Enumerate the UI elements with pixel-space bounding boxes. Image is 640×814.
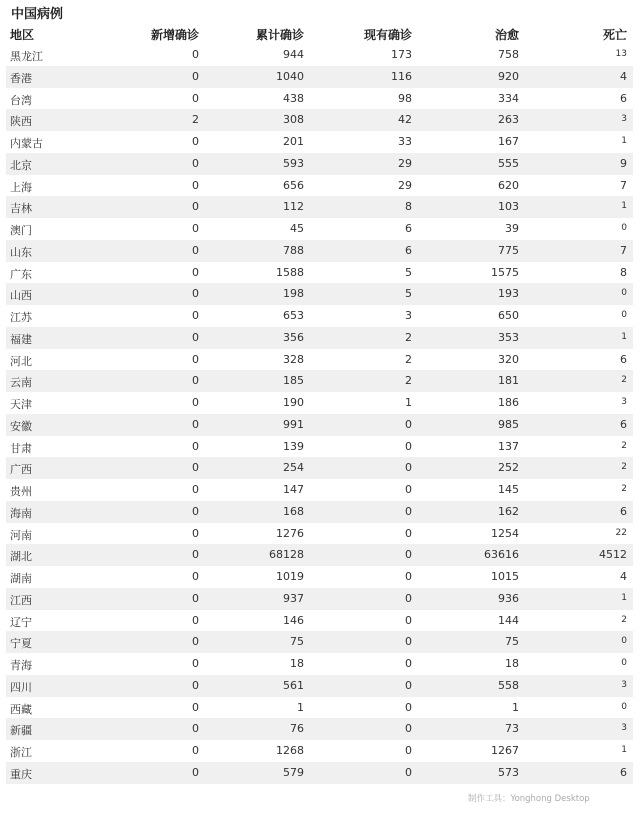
cell-total-confirmed: 18 xyxy=(290,657,304,670)
cell-total-confirmed: 201 xyxy=(283,135,304,148)
cell-total-confirmed: 185 xyxy=(283,374,304,388)
cell-recovered: 1015 xyxy=(491,570,519,583)
cell-total-confirmed: 308 xyxy=(283,113,304,127)
cell-recovered: 1 xyxy=(512,700,519,714)
cell-new-confirmed: 0 xyxy=(192,330,199,344)
cell-region: 山西 xyxy=(10,289,32,303)
cell-region: 云南 xyxy=(10,376,32,390)
cell-total-confirmed: 146 xyxy=(283,613,304,627)
cell-new-confirmed: 0 xyxy=(192,548,199,562)
table-body xyxy=(6,44,633,784)
cell-recovered: 181 xyxy=(498,374,519,388)
cell-recovered: 263 xyxy=(498,113,519,127)
cell-recovered: 18 xyxy=(505,657,519,670)
cell-new-confirmed: 0 xyxy=(192,722,199,736)
cell-current-confirmed: 173 xyxy=(391,48,412,61)
column-header-region[interactable]: 地区 xyxy=(10,28,35,42)
cell-recovered: 1267 xyxy=(491,744,519,757)
cell-deaths: 1 xyxy=(621,745,627,755)
table-row xyxy=(6,175,633,197)
cell-deaths: 1 xyxy=(621,136,627,146)
cell-region: 广西 xyxy=(10,463,32,477)
column-header-new-confirmed[interactable]: 新增确诊 xyxy=(150,28,199,42)
column-header-recovered[interactable]: 治愈 xyxy=(494,28,519,42)
cell-deaths: 4 xyxy=(620,69,627,83)
table-header xyxy=(6,22,633,44)
table-row xyxy=(6,566,633,588)
cell-recovered: 558 xyxy=(498,678,519,692)
cell-current-confirmed: 29 xyxy=(398,156,412,170)
cell-total-confirmed: 561 xyxy=(283,678,304,692)
cell-new-confirmed: 0 xyxy=(192,678,199,692)
table-row xyxy=(6,283,633,305)
cell-region: 江苏 xyxy=(10,311,32,324)
cell-current-confirmed: 0 xyxy=(405,461,412,475)
cell-total-confirmed: 788 xyxy=(283,243,304,257)
cell-current-confirmed: 0 xyxy=(405,570,412,583)
cell-region: 海南 xyxy=(10,506,32,520)
cell-new-confirmed: 0 xyxy=(192,200,199,214)
table-row xyxy=(6,392,633,414)
cell-deaths: 3 xyxy=(621,397,627,407)
table-row xyxy=(6,327,633,349)
cell-deaths: 2 xyxy=(621,614,627,625)
table-row xyxy=(6,153,633,175)
cell-deaths: 3 xyxy=(621,723,627,734)
cell-new-confirmed: 0 xyxy=(192,287,199,301)
column-header-current-confirmed[interactable]: 现有确诊 xyxy=(363,28,412,42)
cell-current-confirmed: 0 xyxy=(405,483,412,496)
cell-current-confirmed: 0 xyxy=(405,439,412,453)
cell-recovered: 144 xyxy=(498,613,519,627)
cell-deaths: 0 xyxy=(621,310,627,320)
cell-current-confirmed: 0 xyxy=(405,678,412,692)
cell-recovered: 193 xyxy=(498,287,519,301)
cell-current-confirmed: 0 xyxy=(405,744,412,757)
cell-recovered: 353 xyxy=(498,330,519,344)
table-row xyxy=(6,762,633,784)
cell-new-confirmed: 0 xyxy=(192,439,199,453)
cell-region: 湖南 xyxy=(10,572,32,585)
cell-recovered: 167 xyxy=(498,135,519,148)
cell-total-confirmed: 1588 xyxy=(276,265,304,279)
table-row xyxy=(6,588,633,610)
cell-current-confirmed: 6 xyxy=(405,243,412,257)
cell-deaths: 0 xyxy=(621,223,627,233)
cell-region: 上海 xyxy=(10,180,32,194)
cell-recovered: 162 xyxy=(498,504,519,518)
cell-total-confirmed: 991 xyxy=(283,417,304,431)
cell-recovered: 1254 xyxy=(491,526,519,540)
cell-recovered: 920 xyxy=(498,69,519,83)
cell-recovered: 103 xyxy=(498,200,519,214)
cell-new-confirmed: 0 xyxy=(192,417,199,431)
cell-new-confirmed: 0 xyxy=(192,700,199,714)
cell-recovered: 39 xyxy=(505,222,519,235)
table-row xyxy=(6,414,633,436)
cell-recovered: 320 xyxy=(498,352,519,366)
cell-current-confirmed: 0 xyxy=(405,548,412,562)
cell-region: 甘肃 xyxy=(10,441,32,455)
cell-current-confirmed: 0 xyxy=(405,657,412,670)
cell-region: 广东 xyxy=(10,267,32,281)
cell-deaths: 0 xyxy=(621,658,627,668)
cell-new-confirmed: 0 xyxy=(192,396,199,409)
cell-recovered: 252 xyxy=(498,461,519,475)
cell-recovered: 985 xyxy=(498,417,519,431)
cell-current-confirmed: 0 xyxy=(405,765,412,779)
table-row xyxy=(6,610,633,632)
table-row xyxy=(6,44,633,66)
cell-region: 湖北 xyxy=(10,550,32,564)
cell-deaths: 2 xyxy=(621,484,627,494)
table-title: 中国病例 xyxy=(11,7,64,22)
cell-deaths: 6 xyxy=(620,504,627,518)
cell-new-confirmed: 0 xyxy=(192,91,199,105)
cell-region: 黑龙江 xyxy=(10,50,43,63)
table-row xyxy=(6,196,633,218)
cell-region: 内蒙古 xyxy=(10,137,43,150)
cell-region: 辽宁 xyxy=(10,615,32,629)
cell-total-confirmed: 328 xyxy=(283,352,304,366)
cell-region: 澳门 xyxy=(10,224,32,237)
cell-new-confirmed: 0 xyxy=(192,178,199,192)
cell-current-confirmed: 33 xyxy=(398,135,412,148)
cell-region: 河北 xyxy=(10,354,32,368)
cell-total-confirmed: 147 xyxy=(283,483,304,496)
cell-new-confirmed: 0 xyxy=(192,243,199,257)
cell-current-confirmed: 1 xyxy=(405,396,412,409)
cell-current-confirmed: 116 xyxy=(391,69,412,83)
table-row xyxy=(6,544,633,566)
cell-region: 香港 xyxy=(10,71,32,85)
cell-new-confirmed: 0 xyxy=(192,222,199,235)
cell-new-confirmed: 0 xyxy=(192,156,199,170)
cell-recovered: 936 xyxy=(498,591,519,605)
cell-total-confirmed: 68128 xyxy=(269,548,304,562)
cell-new-confirmed: 0 xyxy=(192,591,199,605)
cell-recovered: 775 xyxy=(498,243,519,257)
cell-region: 重庆 xyxy=(10,767,32,781)
cell-region: 福建 xyxy=(10,332,32,346)
cell-deaths: 8 xyxy=(620,265,627,279)
cell-deaths: 1 xyxy=(621,592,627,603)
cell-current-confirmed: 0 xyxy=(405,635,412,649)
table-row xyxy=(6,457,633,479)
cell-new-confirmed: 0 xyxy=(192,461,199,475)
cell-current-confirmed: 29 xyxy=(398,178,412,192)
cell-new-confirmed: 0 xyxy=(192,744,199,757)
cell-region: 北京 xyxy=(10,158,32,172)
cell-deaths: 2 xyxy=(621,440,627,451)
column-header-deaths[interactable]: 死亡 xyxy=(602,28,627,42)
cell-deaths: 0 xyxy=(621,636,627,647)
cell-deaths: 1 xyxy=(621,331,627,342)
cell-new-confirmed: 0 xyxy=(192,613,199,627)
cell-region: 陕西 xyxy=(10,115,32,129)
cell-deaths: 6 xyxy=(620,91,627,105)
cell-recovered: 573 xyxy=(498,765,519,779)
cell-deaths: 22 xyxy=(615,527,627,538)
cell-recovered: 334 xyxy=(498,91,519,105)
cell-deaths: 2 xyxy=(621,375,627,386)
cell-recovered: 145 xyxy=(498,483,519,496)
cell-recovered: 137 xyxy=(498,439,519,453)
cell-region: 山东 xyxy=(10,245,32,259)
cell-deaths: 4 xyxy=(620,570,627,583)
cell-region: 吉林 xyxy=(10,202,32,216)
table-row xyxy=(6,631,633,653)
cell-current-confirmed: 2 xyxy=(405,352,412,366)
cell-recovered: 73 xyxy=(505,722,519,736)
table-row xyxy=(6,349,633,371)
cell-region: 江西 xyxy=(10,593,32,607)
cell-current-confirmed: 0 xyxy=(405,504,412,518)
cell-deaths: 9 xyxy=(620,156,627,170)
table-row xyxy=(6,131,633,153)
table-row xyxy=(6,675,633,697)
table-row xyxy=(6,305,633,327)
table-row xyxy=(6,218,633,240)
cell-new-confirmed: 0 xyxy=(192,352,199,366)
cell-new-confirmed: 0 xyxy=(192,570,199,583)
cell-total-confirmed: 76 xyxy=(290,722,304,736)
table-row xyxy=(6,697,633,719)
cell-current-confirmed: 0 xyxy=(405,417,412,431)
cell-total-confirmed: 937 xyxy=(283,591,304,605)
table-row xyxy=(6,66,633,88)
cell-deaths: 3 xyxy=(621,114,627,125)
cell-recovered: 758 xyxy=(498,48,519,61)
cell-total-confirmed: 438 xyxy=(283,91,304,105)
cell-current-confirmed: 42 xyxy=(398,113,412,127)
cell-new-confirmed: 0 xyxy=(192,374,199,388)
cell-deaths: 0 xyxy=(621,288,627,299)
table-row xyxy=(6,653,633,675)
cell-region: 贵州 xyxy=(10,485,32,498)
cell-region: 安徽 xyxy=(10,419,32,433)
cell-total-confirmed: 45 xyxy=(290,222,304,235)
cell-new-confirmed: 0 xyxy=(192,526,199,540)
cell-deaths: 6 xyxy=(620,765,627,779)
cell-deaths: 7 xyxy=(620,243,627,257)
cell-deaths: 13 xyxy=(615,49,627,59)
cell-region: 西藏 xyxy=(10,702,32,716)
cell-deaths: 0 xyxy=(621,701,627,712)
cell-new-confirmed: 2 xyxy=(192,113,199,127)
cell-total-confirmed: 75 xyxy=(290,635,304,649)
cell-total-confirmed: 593 xyxy=(283,156,304,170)
cell-current-confirmed: 0 xyxy=(405,526,412,540)
cell-total-confirmed: 254 xyxy=(283,461,304,475)
cell-total-confirmed: 168 xyxy=(283,504,304,518)
table-row xyxy=(6,436,633,458)
cell-current-confirmed: 0 xyxy=(405,700,412,714)
cell-new-confirmed: 0 xyxy=(192,265,199,279)
cell-current-confirmed: 2 xyxy=(405,330,412,344)
cell-current-confirmed: 5 xyxy=(405,287,412,301)
cell-total-confirmed: 1040 xyxy=(276,69,304,83)
cell-deaths: 1 xyxy=(621,201,627,212)
cell-region: 宁夏 xyxy=(10,637,32,651)
cell-total-confirmed: 112 xyxy=(283,200,304,214)
cell-recovered: 186 xyxy=(498,396,519,409)
cell-recovered: 75 xyxy=(505,635,519,649)
cell-current-confirmed: 3 xyxy=(405,309,412,322)
table-row xyxy=(6,718,633,740)
cell-deaths: 7 xyxy=(620,178,627,192)
table-row xyxy=(6,740,633,762)
cell-new-confirmed: 0 xyxy=(192,765,199,779)
table-row xyxy=(6,479,633,501)
cell-current-confirmed: 98 xyxy=(398,91,412,105)
table-row xyxy=(6,240,633,262)
cell-region: 天津 xyxy=(10,398,32,411)
cell-recovered: 650 xyxy=(498,309,519,322)
cell-recovered: 63616 xyxy=(484,548,519,562)
cell-region: 四川 xyxy=(10,680,32,694)
table-row xyxy=(6,88,633,110)
cell-total-confirmed: 1276 xyxy=(276,526,304,540)
column-header-total-confirmed[interactable]: 累计确诊 xyxy=(255,28,304,42)
table-row xyxy=(6,501,633,523)
cell-region: 新疆 xyxy=(10,724,32,738)
cell-new-confirmed: 0 xyxy=(192,48,199,61)
cell-region: 河南 xyxy=(10,528,32,542)
cell-current-confirmed: 8 xyxy=(405,200,412,214)
cell-region: 青海 xyxy=(10,659,32,672)
cell-total-confirmed: 190 xyxy=(283,396,304,409)
cell-total-confirmed: 579 xyxy=(283,765,304,779)
cell-current-confirmed: 5 xyxy=(405,265,412,279)
cell-recovered: 555 xyxy=(498,156,519,170)
cell-deaths: 2 xyxy=(621,462,627,473)
cell-deaths: 6 xyxy=(620,352,627,366)
table-row xyxy=(6,523,633,545)
cell-total-confirmed: 198 xyxy=(283,287,304,301)
cell-deaths: 4512 xyxy=(599,548,627,562)
cell-new-confirmed: 0 xyxy=(192,309,199,322)
footer-credit: 制作工具：Yonghong Desktop xyxy=(468,794,590,804)
cell-current-confirmed: 0 xyxy=(405,591,412,605)
cell-recovered: 620 xyxy=(498,178,519,192)
cell-recovered: 1575 xyxy=(491,265,519,279)
cell-current-confirmed: 0 xyxy=(405,613,412,627)
cell-total-confirmed: 653 xyxy=(283,309,304,322)
cell-new-confirmed: 0 xyxy=(192,135,199,148)
cell-new-confirmed: 0 xyxy=(192,657,199,670)
cell-new-confirmed: 0 xyxy=(192,635,199,649)
cell-total-confirmed: 1019 xyxy=(276,570,304,583)
cell-total-confirmed: 656 xyxy=(283,178,304,192)
cell-total-confirmed: 1268 xyxy=(276,744,304,757)
cell-total-confirmed: 944 xyxy=(283,48,304,61)
cell-current-confirmed: 6 xyxy=(405,222,412,235)
cell-current-confirmed: 2 xyxy=(405,374,412,388)
table-row xyxy=(6,109,633,131)
cell-new-confirmed: 0 xyxy=(192,483,199,496)
cell-deaths: 3 xyxy=(621,679,627,690)
cell-deaths: 6 xyxy=(620,417,627,431)
cell-new-confirmed: 0 xyxy=(192,69,199,83)
table-row xyxy=(6,370,633,392)
cell-total-confirmed: 356 xyxy=(283,330,304,344)
cell-region: 台湾 xyxy=(10,93,32,107)
cell-current-confirmed: 0 xyxy=(405,722,412,736)
cell-total-confirmed: 139 xyxy=(283,439,304,453)
cell-new-confirmed: 0 xyxy=(192,504,199,518)
table-row xyxy=(6,262,633,284)
cell-region: 浙江 xyxy=(10,746,32,759)
cell-total-confirmed: 1 xyxy=(297,700,304,714)
